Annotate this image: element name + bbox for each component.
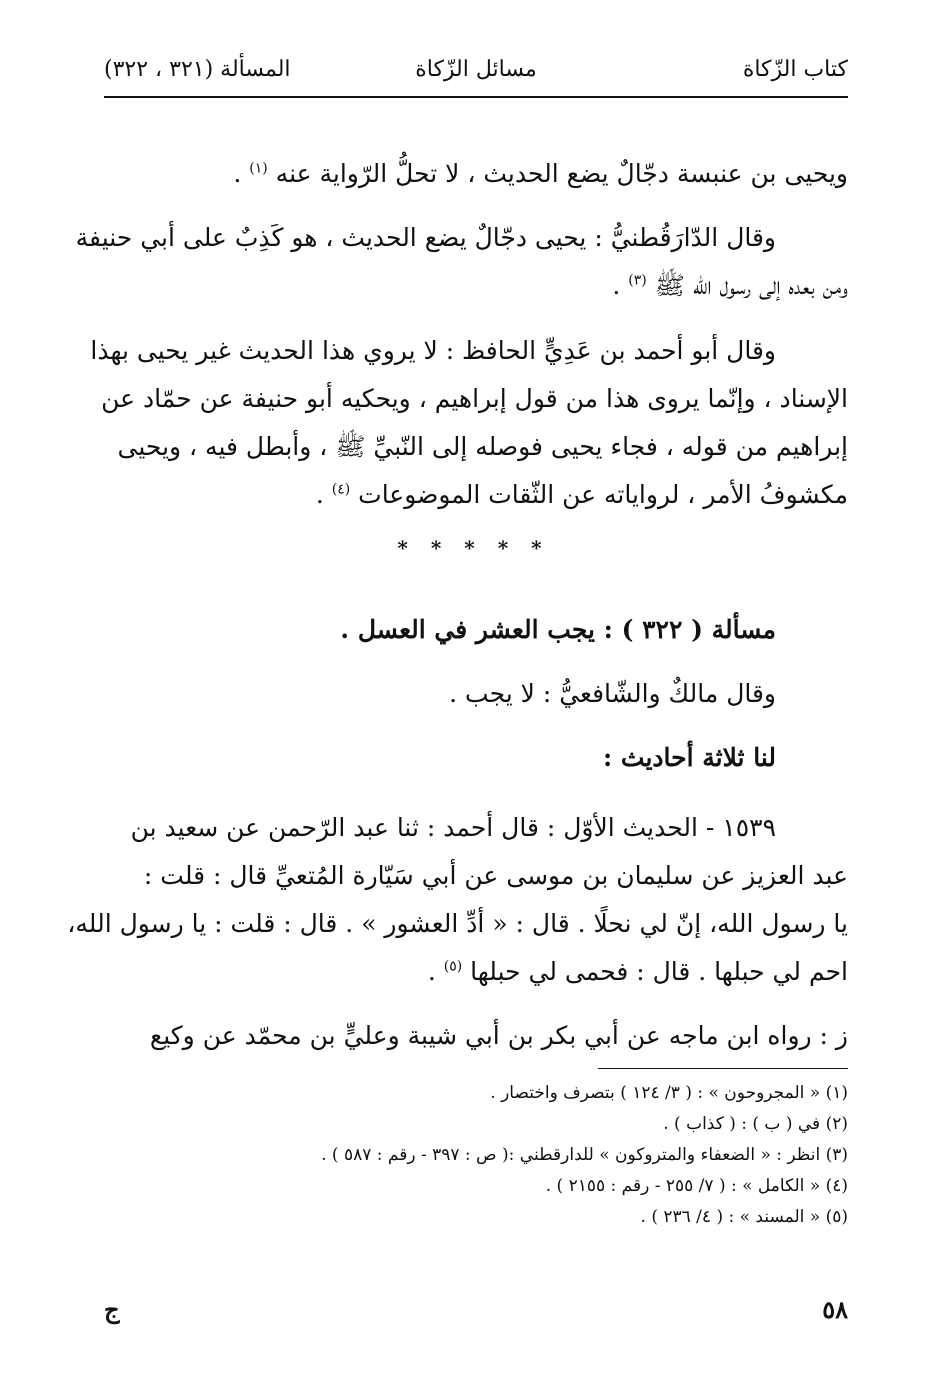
text-line: الإسناد ، وإنّما يروى هذا من قول إبراهيم ، ويحكيه أبو حنيفة عن حمّاد عن: [101, 384, 848, 413]
running-header: [104, 52, 848, 92]
footnote-rule: [598, 1068, 848, 1069]
section-separator: * * * * *: [397, 536, 550, 560]
footnote: (٣) انظر : « الضعفاء والمتروكون » للدارقطني :( ص : ٣٩٧ - رقم : ٥٨٧ ) .: [321, 1145, 848, 1165]
page-footer: [104, 1290, 848, 1330]
text-line: وقال الدّارَقُطنيُّ : يحيى دجّالٌ يضع الحديث ، هو كَذِبٌ على أبي حنيفة: [75, 223, 776, 252]
footnote-ref: (٤): [331, 481, 351, 498]
text-line: ويحيى بن عنبسة دجّالٌ يضع الحديث ، لا تحلُّ الرّواية عنه $^{(١)}$ .: [233, 159, 848, 188]
text-line: ز : رواه ابن ماجه عن أبي بكر بن أبي شيبة وعليٍّ بن محمّد عن وكيع: [149, 1021, 848, 1050]
text-line: احم لي حبلها . قال : فحمى لي حبلها $^{(٥)}$ .: [427, 957, 848, 986]
text-line: إبراهيم من قوله ، فجاء يحيى فوصله إلى النّبيِّ ﷺ ، وأبطل فيه ، ويحيى: [117, 432, 848, 461]
header-issue-range: المسألة (٣٢١ ، ٣٢٢): [104, 57, 291, 82]
footnote: (١) « المجروحون » : ( ٣/ ١٢٤ ) بتصرف واختصار .: [490, 1083, 848, 1103]
text-line: وقال أبو أحمد بن عَدِيٍّ الحافظ : لا يروي هذا الحديث غير يحيى بهذا: [90, 336, 776, 365]
header-section-title: مسائل الزّكاة: [415, 57, 537, 82]
text-line: مكشوفُ الأمر ، لرواياته عن الثّقات الموضوعات $^{(٤)}$ .: [315, 480, 848, 509]
footnote-ref: (٣): [628, 272, 647, 289]
issue-heading: مسألة ( ٣٢٢ ) : يجب العشر في العسل .: [340, 615, 776, 644]
footnote-ref: (١): [249, 160, 268, 177]
text-line: عبد العزيز عن سليمان بن موسى عن أبي سَيّارة المُتعيِّ قال : قلت :: [143, 861, 848, 890]
signature-mark: ج: [104, 1295, 120, 1324]
text-line: ومن بعده إلى رسول الله ﷺ $^{(٣)}$ .: [612, 271, 848, 300]
footnote: (٤) « الكامل » : ( ٧/ ٢٥٥ - رقم : ٢١٥٥ ) .: [545, 1176, 848, 1196]
subheading: لنا ثلاثة أحاديث :: [602, 743, 776, 772]
footnote: (٥) « المسند » : ( ٤/ ٢٣٦ ) .: [640, 1207, 848, 1227]
footnote-ref: (٥): [443, 958, 463, 975]
hadith-line: ١٥٣٩ - الحديث الأوّل : قال أحمد : ثنا عبد الرّحمن عن سعيد بن: [130, 813, 776, 842]
text-line: يا رسول الله، إنّ لي نحلًا . قال : « أدِّ العشور » . قال : قلت : يا رسول الله،: [67, 909, 848, 938]
header-book-title: كتاب الزّكاة: [742, 57, 848, 82]
text-line: وقال مالكٌ والشّافعيُّ : لا يجب .: [449, 679, 776, 708]
header-rule: [104, 96, 848, 98]
footnote: (٢) في ( ب ) : ( كذاب ) .: [663, 1114, 848, 1134]
page-number: ٥٨: [822, 1295, 848, 1324]
